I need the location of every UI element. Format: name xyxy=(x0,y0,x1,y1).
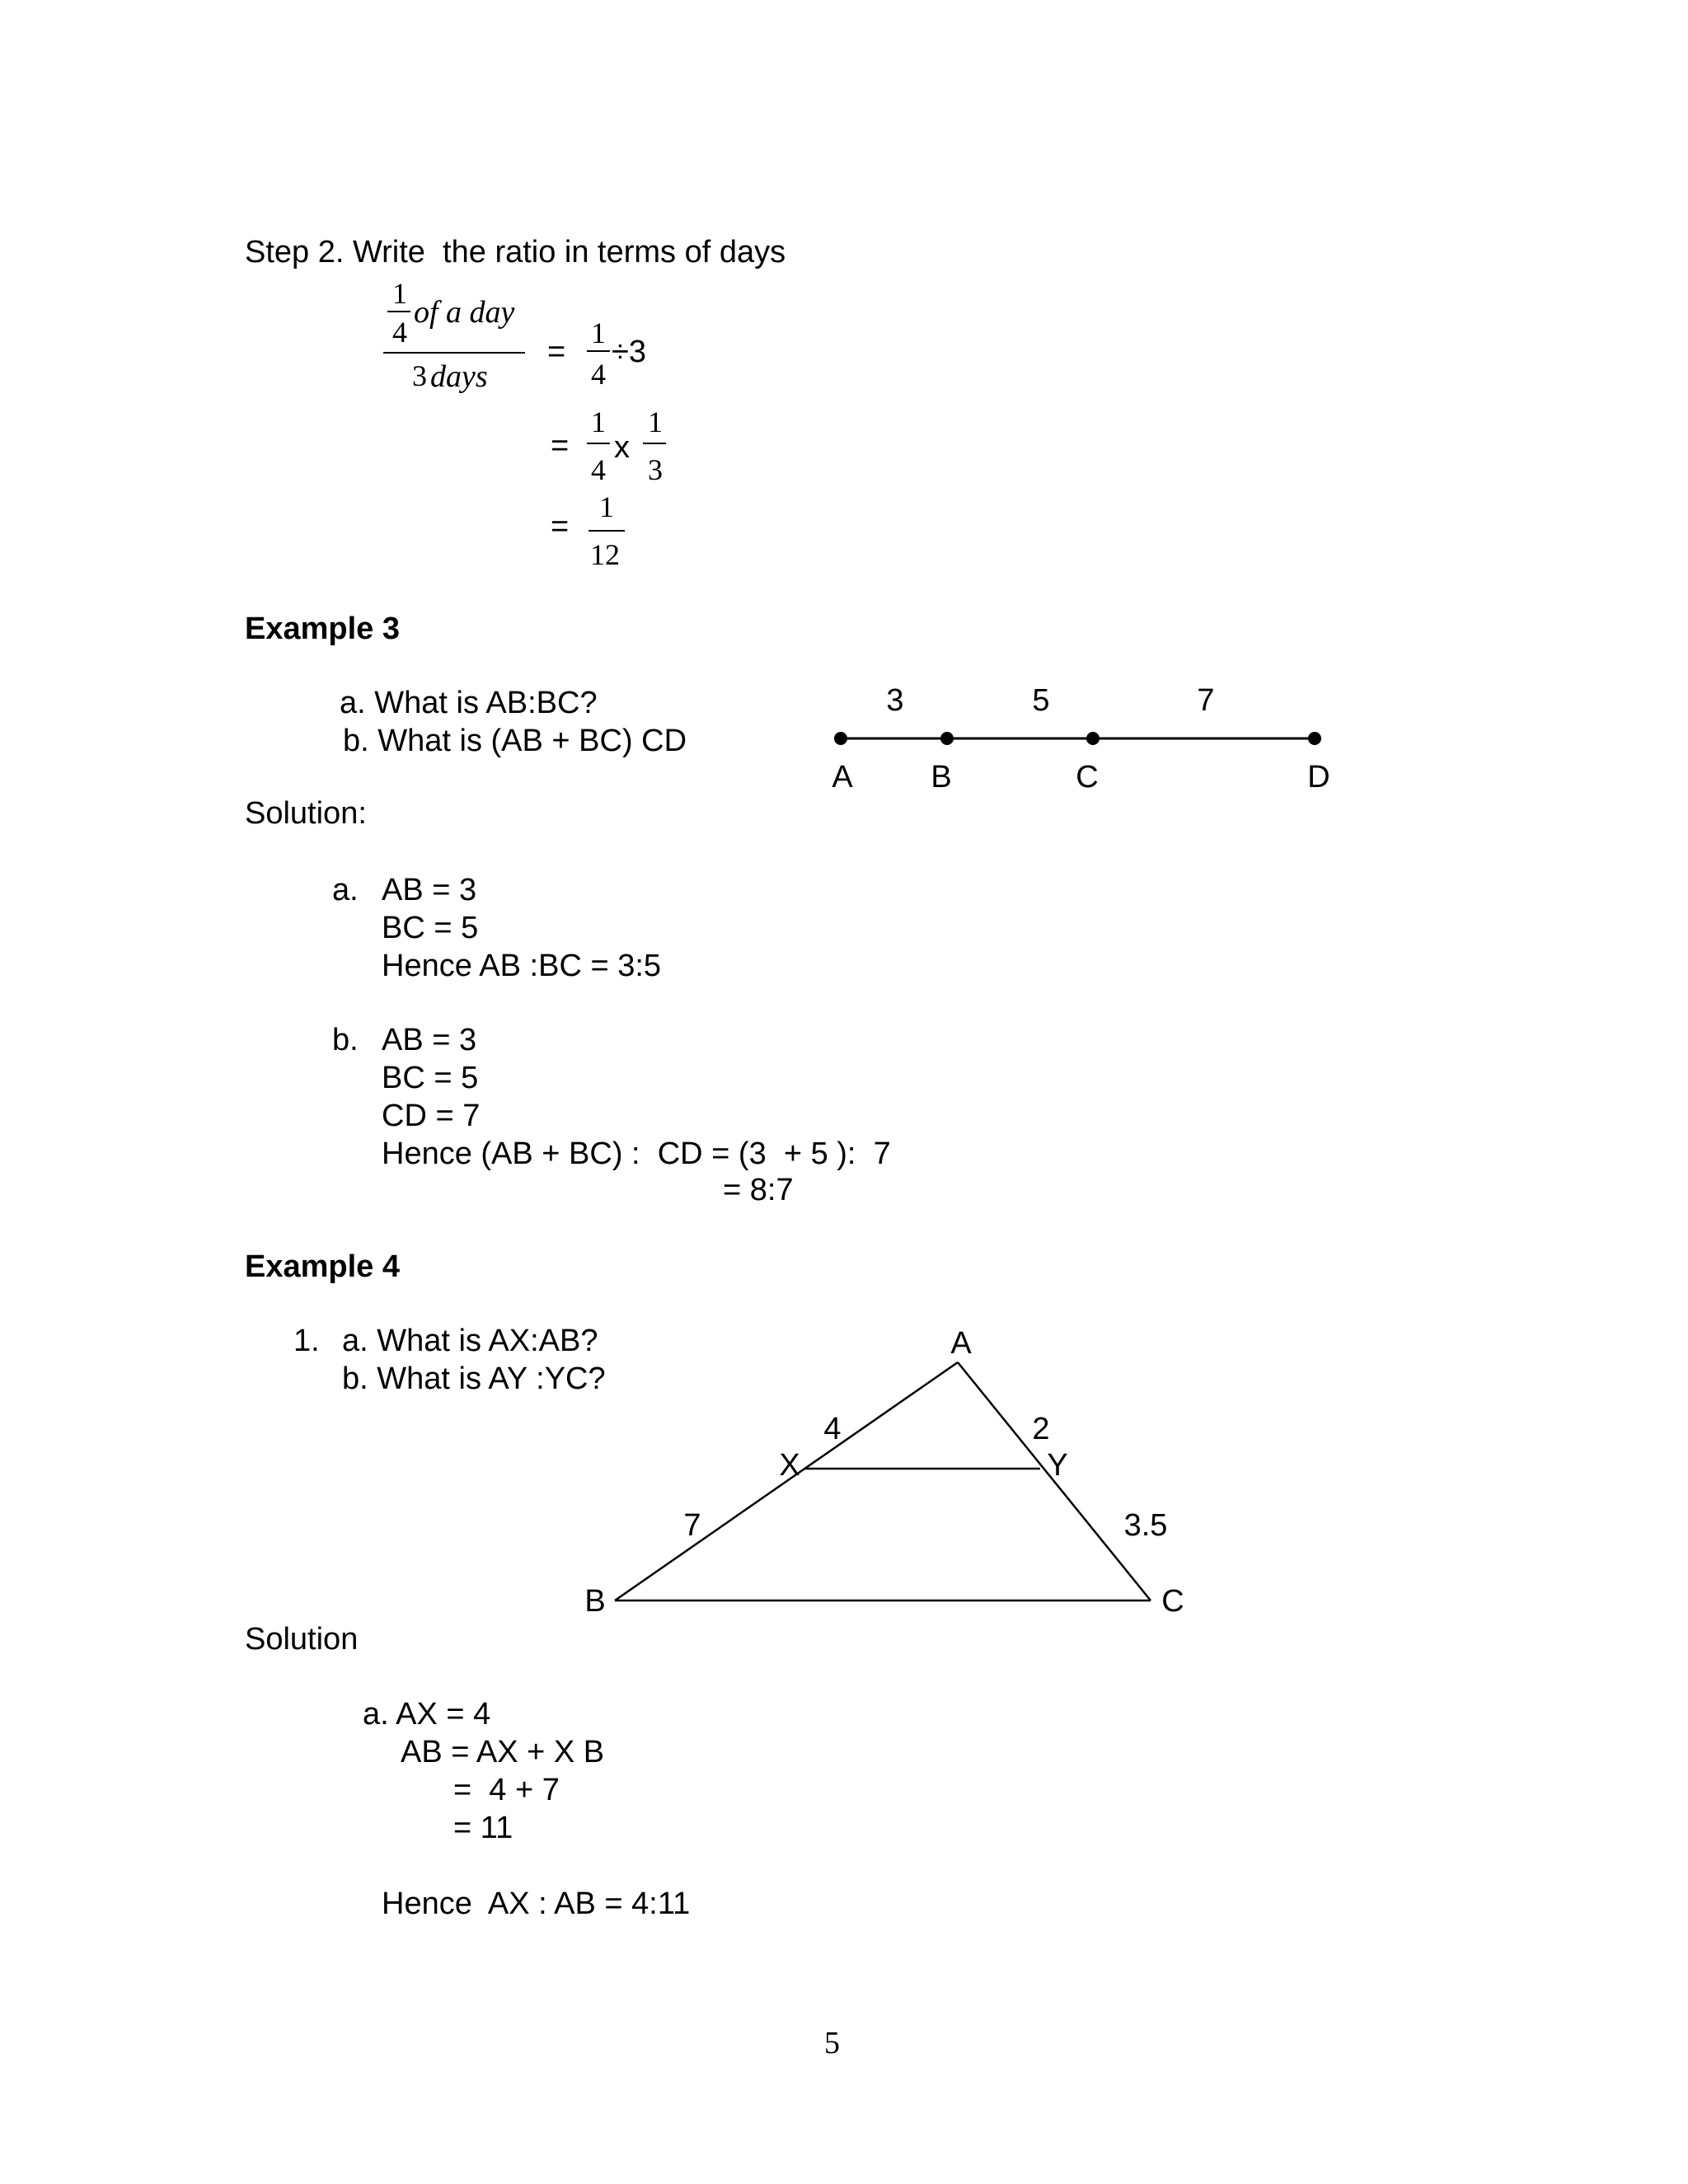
example3-part-a-label: a. xyxy=(332,873,359,907)
example4-part-a-line4: = 11 xyxy=(453,1811,513,1845)
example4-part-a-line3: = 4 + 7 xyxy=(453,1773,560,1807)
example3-solution-label: Solution: xyxy=(245,796,367,831)
length-ay: 2 xyxy=(1032,1412,1050,1446)
example4-solution-label: Solution xyxy=(245,1622,359,1657)
point-c-label: C xyxy=(1076,760,1099,794)
point-x-label: X xyxy=(779,1448,800,1483)
step2-line3-fraction-bar xyxy=(588,530,625,532)
step2-line2-denominator2: 3 xyxy=(648,453,663,486)
vertex-a-label: A xyxy=(950,1326,972,1361)
segment-ab-length: 3 xyxy=(886,683,904,718)
example3-part-a-line2: BC = 5 xyxy=(382,911,479,945)
point-d-dot xyxy=(1308,732,1321,745)
triangle-diagram xyxy=(569,1310,1212,1640)
step2-line2-denominator1: 4 xyxy=(591,453,606,486)
example3-part-b-result: = 8:7 xyxy=(723,1173,794,1207)
step2-line2-fraction-bar1 xyxy=(587,443,610,444)
lhs-inner-fraction-bar xyxy=(387,311,410,312)
lhs-inner-numerator: 1 xyxy=(392,277,407,310)
step2-line2-equals: = xyxy=(551,429,570,463)
step2-line2-numerator2: 1 xyxy=(648,405,663,438)
point-d-label: D xyxy=(1307,760,1330,794)
lhs-inner-denominator: 4 xyxy=(392,316,407,349)
example3-part-b-label: b. xyxy=(332,1023,359,1057)
point-a-label: A xyxy=(832,760,853,794)
step2-line3-equals: = xyxy=(551,509,570,544)
step2-line2-times: x xyxy=(614,430,630,465)
step2-line3-numerator: 1 xyxy=(599,490,614,523)
example4-question-b: b. What is AY :YC? xyxy=(342,1361,606,1396)
point-c-dot xyxy=(1086,732,1100,745)
example4-question-a: a. What is AX:AB? xyxy=(342,1324,598,1358)
step2-line2-fraction-bar2 xyxy=(643,443,666,444)
step2-line2-numerator1: 1 xyxy=(591,405,606,438)
example3-question-a: a. What is AB:BC? xyxy=(340,686,598,720)
lhs-denominator-number: 3 xyxy=(412,359,427,392)
point-y-label: Y xyxy=(1047,1448,1068,1483)
example4-part-a-conclusion: Hence AX : AB = 4:11 xyxy=(382,1886,691,1921)
example4-question-number: 1. xyxy=(293,1324,320,1358)
vertex-c-label: C xyxy=(1161,1584,1184,1619)
example3-title: Example 3 xyxy=(245,612,400,646)
step2-line3-denominator: 12 xyxy=(590,538,620,571)
example3-part-a-line1: AB = 3 xyxy=(382,873,477,907)
lhs-denominator-text: days xyxy=(430,359,488,394)
segment-cd-length: 7 xyxy=(1197,683,1215,718)
example3-part-b-line4: Hence (AB + BC) : CD = (3 + 5 ): 7 xyxy=(382,1137,891,1171)
step2-heading: Step 2. Write the ratio in terms of days xyxy=(245,235,786,269)
length-ax: 4 xyxy=(823,1412,842,1446)
point-b-label: B xyxy=(931,760,952,794)
lhs-main-fraction-bar xyxy=(383,352,525,354)
example3-part-b-line3: CD = 7 xyxy=(382,1099,481,1133)
lhs-inner-text: of a day xyxy=(414,295,515,330)
length-xb: 7 xyxy=(683,1508,701,1543)
example4-title: Example 4 xyxy=(245,1249,400,1284)
step2-line1-numerator: 1 xyxy=(591,316,606,349)
point-b-dot xyxy=(940,732,954,745)
step2-line1-equals: = xyxy=(547,335,566,369)
example3-part-b-line2: BC = 5 xyxy=(382,1061,479,1095)
example3-question-b: b. What is (AB + BC) CD xyxy=(343,724,687,758)
point-a-dot xyxy=(834,732,847,745)
example4-part-a-line1: a. AX = 4 xyxy=(363,1697,491,1732)
example3-part-a-line3: Hence AB :BC = 3:5 xyxy=(382,949,662,983)
number-line-diagram xyxy=(816,676,1343,799)
page-number: 5 xyxy=(824,2026,840,2060)
segment-bc-length: 5 xyxy=(1032,683,1050,718)
example4-part-a-line2: AB = AX + X B xyxy=(401,1735,605,1769)
step2-line1-denominator: 4 xyxy=(591,358,606,391)
example3-part-b-line1: AB = 3 xyxy=(382,1023,477,1057)
step2-line1-operator: ÷3 xyxy=(612,335,646,369)
length-yc: 3.5 xyxy=(1123,1508,1168,1543)
vertex-b-label: B xyxy=(584,1584,606,1619)
step2-line1-fraction-bar xyxy=(587,350,610,352)
